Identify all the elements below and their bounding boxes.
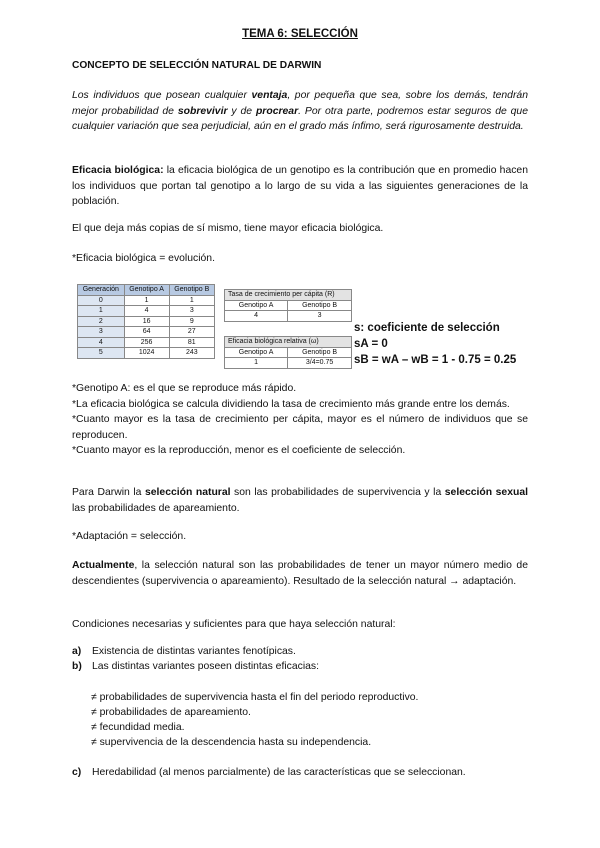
table-header: Genotipo A [124,285,169,296]
table-caption: Tasa de crecimiento per cápita (R) [225,290,352,301]
list-text: Existencia de distintas variantes fenotípicas. [92,646,296,657]
sa-formula: sA = 0 [354,338,388,350]
darwin-bold: selección natural [144,487,231,498]
table-row [225,358,352,369]
table-cell: 64 [124,327,169,338]
table-cell: 3 [78,327,125,338]
table-cell: 27 [169,327,214,338]
table-cell: 4 [225,311,288,322]
sub-item: ≠ supervivencia de la descendencia hasta su independencia. [91,737,372,748]
more-copies-text: El que deja más copias de sí mismo, tiene mayor eficacia biológica. [72,223,384,234]
list-text: Heredabilidad (al menos parcialmente) de las características que se seleccionan. [92,767,466,778]
list-text: Las distintas variantes poseen distintas eficacias: [92,661,319,672]
quote-text: . Por otra parte, podremos estar seguros de que cualquier variación que sea perjudicial, aún en el grado más ínfimo, será rigurosamente destruida. [72,105,528,133]
table-row [225,311,352,322]
table-cell: 2 [78,316,125,327]
list-label: c) [72,767,82,778]
table-header: Genotipo B [288,300,352,311]
table-cell: 256 [124,337,169,348]
list-item [72,646,296,657]
table-cell: 4 [124,306,169,317]
table-cell: 3 [169,306,214,317]
quote-bold: sobrevivir [177,105,228,117]
table-header: Genotipo B [169,285,214,296]
note-evolution: *Eficacia biológica = evolución. [72,253,215,264]
notes-block [72,381,528,459]
table-header: Genotipo A [225,300,288,311]
table-row [78,295,215,306]
table-row [225,347,352,358]
quote-bold: procrear [255,105,299,117]
note-line: *La eficacia biológica se calcula dividiendo la tasa de crecimiento más grande entre los demás. [72,398,510,410]
table-cell: 1024 [124,348,169,359]
note-line: *Genotipo A: es el que se reproduce más rápido. [72,383,297,394]
table-cell: 3/4=0.75 [288,358,352,369]
table-cell: 243 [169,348,214,359]
section-heading: CONCEPTO DE SELECCIÓN NATURAL DE DARWIN [72,60,322,71]
list-label: a) [72,646,82,657]
table-caption: Eficacia biológica relativa (ω) [225,337,352,348]
table-row [78,327,215,338]
table-cell: 16 [124,316,169,327]
growth-rate-table [224,289,352,322]
darwin-text: las probabilidades de apareamiento. [72,502,240,514]
darwin-text: Para Darwin la [72,487,145,498]
note-line: *Cuanto mayor es la tasa de crecimiento per cápita, mayor es el número de individuos que se reproducen. [72,414,528,441]
sub-item: ≠ probabilidades de apareamiento. [91,707,251,718]
table-cell: 1 [225,358,288,369]
table-row [78,337,215,348]
darwin-bold: selección sexual [444,487,529,498]
table-cell: 1 [78,306,125,317]
table-cell: 5 [78,348,125,359]
table-row [78,348,215,359]
darwin-selection [72,485,528,516]
table-header: Genotipo A [225,347,288,358]
quote-text: Los individuos que posean cualquier [72,90,252,101]
list-item [72,767,466,778]
table-cell: 3 [288,311,352,322]
darwin-text: son las probabilidades de supervivencia y la [230,487,445,498]
currently-term: Actualmente [72,560,135,571]
table-cell: 9 [169,316,214,327]
quote-text: y de [227,105,256,117]
sub-item: ≠ probabilidades de supervivencia hasta el fin del periodo reproductivo. [91,692,419,703]
table-header: Genotipo B [288,347,352,358]
table-cell: 1 [169,295,214,306]
conditions-intro: Condiciones necesarias y suficientes para que haya selección natural: [72,619,396,630]
currently-text: , la selección natural son las probabilidades de tener un mayor número medio de descendientes (supervivencia o apareamiento). Resultado de la selección natural → adaptación. [72,560,528,587]
table-cell: 81 [169,337,214,348]
table-row [225,300,352,311]
list-label: b) [72,661,82,672]
page-title: TEMA 6: SELECCIÓN [242,28,358,40]
quote-text: , por pequeña que sea, sobre los demás, tendrán mejor probabilidad de [72,90,528,117]
relative-efficacy-table [224,336,352,369]
currently-paragraph [72,558,528,589]
note-line: *Cuanto mayor es la reproducción, menor es el coeficiente de selección. [72,445,406,457]
table-row [78,306,215,317]
darwin-quote [72,88,528,135]
sub-item: ≠ fecundidad media. [91,722,185,733]
selection-coefficient-label: s: coeficiente de selección [354,322,500,334]
list-item [72,661,319,672]
note-adaptation: *Adaptación = selección. [72,531,187,542]
table-row [78,316,215,327]
generations-table [77,284,215,359]
efficacy-text: la eficacia biológica de un genotipo es la contribución que en promedio hacen los individuos que portan tal genotipo a lo largo de su vida a las siguientes generaciones de la población. [72,165,528,208]
sb-formula: sB = wA – wB = 1 - 0.75 = 0.25 [354,354,517,366]
table-cell: 1 [124,295,169,306]
table-cell: 0 [78,295,125,306]
table-cell: 4 [78,337,125,348]
efficacy-definition [72,163,528,210]
quote-bold: ventaja [251,90,288,101]
table-header: Generación [78,285,125,296]
efficacy-term: Eficacia biológica: [72,165,164,176]
